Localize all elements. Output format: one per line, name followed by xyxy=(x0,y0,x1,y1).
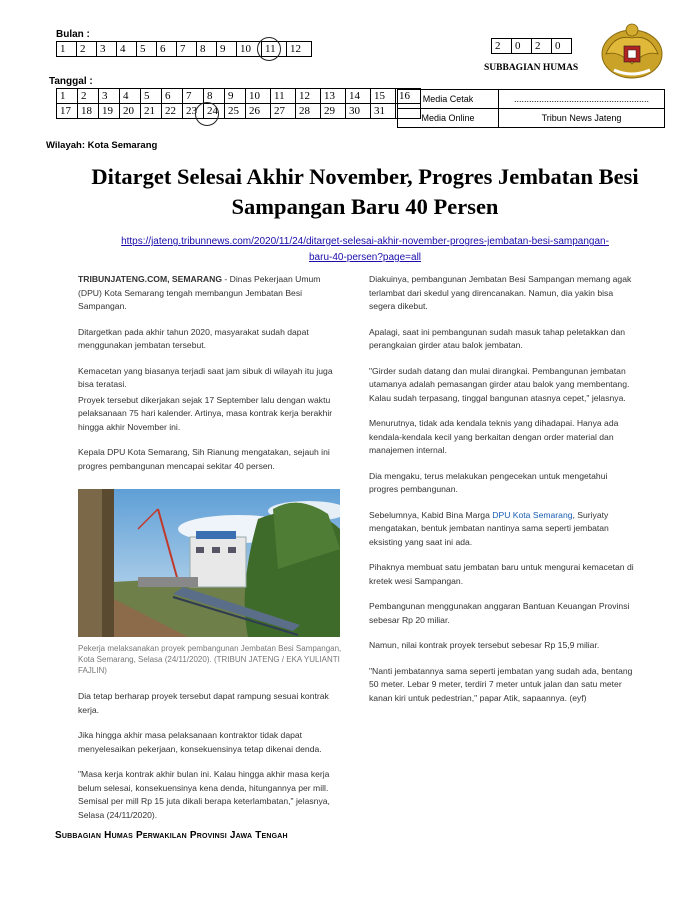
paragraph: Ditargetkan pada akhir tahun 2020, masyarakat sudah dapat menggunakan jembatan tersebut. xyxy=(78,326,309,350)
right-column xyxy=(369,273,637,717)
media-cetak-label: Media Cetak xyxy=(398,90,499,109)
article-title xyxy=(40,162,690,222)
day-cell: 13 xyxy=(321,89,346,104)
year-grid xyxy=(491,38,572,54)
dpu-link[interactable]: DPU Kota Semarang xyxy=(492,509,573,520)
media-online-label: Media Online xyxy=(398,109,499,128)
day-cell: 26 xyxy=(246,104,271,119)
bulan-label: Bulan : xyxy=(56,29,90,40)
month-cell: 8 xyxy=(197,42,217,57)
year-digit-cell: 0 xyxy=(552,39,572,54)
paragraph: Kepala DPU Kota Semarang, Sih Rianung mengatakan, sejauh ini progres pembangunan mencapai sekitar 40 persen. xyxy=(78,447,330,471)
month-cell: 11 xyxy=(262,42,287,57)
month-cell: 1 xyxy=(57,42,77,57)
month-cell: 2 xyxy=(77,42,97,57)
day-cell: 28 xyxy=(296,104,321,119)
paragraph: "Masa kerja kontrak akhir bulan ini. Kalau hingga akhir masa kerja belum selesai, konsekuensinya kena denda, hitungannya per mill. Semisal per mill Rp 15 juta dikali berapa keterlambatan," jelasnya, Selasa (24/11/2020). xyxy=(78,769,330,820)
media-cetak-value: ...................................................... xyxy=(499,90,665,109)
paragraph: Pembangunan menggunakan anggaran Bantuan Keuangan Provinsi sebesar Rp 20 miliar. xyxy=(369,601,630,625)
day-cell: 15 xyxy=(371,89,396,104)
dateline: TRIBUNJATENG.COM, SEMARANG xyxy=(78,274,223,284)
title-line-1: Ditarget Selesai Akhir November, Progres Jembatan Besi xyxy=(91,164,639,189)
url-line-1[interactable]: https://jateng.tribunnews.com/2020/11/24/ditarget-selesai-akhir-november-progres-jembatan-besi-sampangan- xyxy=(121,236,609,247)
paragraph: Proyek tersebut dikerjakan sejak 17 September lalu dengan waktu pelaksanaan 75 hari kalender. Artinya, masa kontrak kerja berakhir hingga akhir November ini. xyxy=(78,394,333,432)
paragraph: "Girder sudah datang dan mulai dirangkai. Pembangunan jembatan utamanya adalah pemasangan girder atau balok yang membentang. Kalau sudah terpasang, tinggal bangunan atasnya cepet," jelasnya. xyxy=(369,365,630,403)
day-cell: 10 xyxy=(246,89,271,104)
wilayah-label: Wilayah: Kota Semarang xyxy=(46,140,158,151)
year-digit-cell: 2 xyxy=(492,39,512,54)
day-cell: 6 xyxy=(162,89,183,104)
paragraph: Jika hingga akhir masa pelaksanaan kontraktor tidak dapat menyelesaikan pekerjaan, konsekuensinya tetap dikenai denda. xyxy=(78,730,322,754)
article-photo xyxy=(78,489,340,637)
day-cell: 1 xyxy=(57,89,78,104)
day-cell: 20 xyxy=(120,104,141,119)
media-table xyxy=(397,89,665,128)
department-label: SUBBAGIAN HUMAS xyxy=(484,63,579,73)
day-cell: 18 xyxy=(78,104,99,119)
paragraph: Apalagi, saat ini pembangunan sudah masuk tahap peletakkan dan perangkaian girder atau balok jembatan. xyxy=(369,326,626,350)
year-digit-cell: 0 xyxy=(512,39,532,54)
day-cell: 19 xyxy=(99,104,120,119)
garuda-emblem-icon xyxy=(600,20,664,80)
paragraph: "Nanti jembatannya sama seperti jembatan yang sudah ada, bentang 50 meter. Lebar 9 meter, terdiri 7 meter untuk jalan dan satu meter kanan kiri untuk pedestrian," papar Atik, sapaannya. (eyf) xyxy=(369,665,633,703)
paragraph: Menurutnya, tidak ada kendala teknis yang dihadapai. Hanya ada kendala-kendala kecil yang berkaitan dengan order material dan manajemen internal. xyxy=(369,418,619,455)
paragraph-text: - Dinas Pekerjaan Umum (DPU) Kota Semarang tengah membangun Jembatan Besi Sampangan. xyxy=(78,274,321,311)
day-grid xyxy=(56,88,421,119)
month-cell: 6 xyxy=(157,42,177,57)
day-cell: 27 xyxy=(271,104,296,119)
paragraph xyxy=(78,273,344,314)
title-line-2: Sampangan Baru 40 Persen xyxy=(231,194,499,219)
paragraph: Kemacetan yang biasanya terjadi saat jam sibuk di wilayah itu juga bisa teratasi. xyxy=(78,365,333,389)
month-cell: 5 xyxy=(137,42,157,57)
day-cell: 8 xyxy=(204,89,225,104)
day-cell: 29 xyxy=(321,104,346,119)
paragraph: Diakuinya, pembangunan Jembatan Besi Sampangan memang agak terlambat dari skedul yang direncanakan. Namun, dia yakin bisa segera dikebut. xyxy=(369,274,632,311)
paragraph-text: Sebelumnya, Kabid Bina Marga xyxy=(369,509,493,520)
footer-label: Subbagian Humas Perwakilan Provinsi Jawa Tengah xyxy=(55,830,288,841)
url-line-2[interactable]: baru-40-persen?page=all xyxy=(308,252,422,263)
day-cell: 9 xyxy=(225,89,246,104)
day-cell: 11 xyxy=(271,89,296,104)
day-cell: 2 xyxy=(78,89,99,104)
left-column xyxy=(78,273,344,834)
day-cell: 22 xyxy=(162,104,183,119)
month-cell: 7 xyxy=(177,42,197,57)
day-cell: 23 xyxy=(183,104,204,119)
month-cell: 9 xyxy=(217,42,237,57)
month-cell: 10 xyxy=(237,42,262,57)
day-cell: 3 xyxy=(99,89,120,104)
selected-month-circle xyxy=(257,37,281,61)
day-cell: 16 xyxy=(396,89,421,104)
day-cell: 31 xyxy=(371,104,396,119)
paragraph: Pihaknya membuat satu jembatan baru untuk mengurai kemacetan di kretek wesi Sampangan. xyxy=(369,562,634,586)
article-url[interactable] xyxy=(40,234,690,266)
day-cell: 24 xyxy=(204,104,225,119)
photo-caption: Pekerja melaksanakan proyek pembangunan Jembatan Besi Sampangan, Kota Semarang, Selasa (24/11/2020). (TRIBUN JATENG / EKA YULIANTI FAJLIN) xyxy=(78,644,342,675)
tanggal-label: Tanggal : xyxy=(49,76,93,87)
month-cell: 12 xyxy=(287,42,312,57)
selected-day-circle xyxy=(195,102,219,126)
media-online-value: Tribun News Jateng xyxy=(499,109,665,128)
paragraph: Namun, nilai kontrak proyek tersebut sebesar Rp 15,9 miliar. xyxy=(369,640,600,650)
day-cell: 17 xyxy=(57,104,78,119)
month-cell: 3 xyxy=(97,42,117,57)
day-cell: 4 xyxy=(120,89,141,104)
day-cell: 25 xyxy=(225,104,246,119)
day-cell: 7 xyxy=(183,89,204,104)
paragraph: Dia tetap berharap proyek tersebut dapat rampung sesuai kontrak kerja. xyxy=(78,691,329,715)
day-cell: 14 xyxy=(346,89,371,104)
paragraph-text: , Suriyaty mengatakan, bentuk jembatan nantinya sama seperti jembatan eksisting yang saat ini ada. xyxy=(369,509,609,547)
day-cell: 12 xyxy=(296,89,321,104)
paragraph: Dia mengaku, terus melakukan pengecekan untuk mengetahui progres pembangunan. xyxy=(369,470,608,494)
day-cell: 21 xyxy=(141,104,162,119)
paragraph xyxy=(369,509,637,550)
year-digit-cell: 2 xyxy=(532,39,552,54)
day-cell: 5 xyxy=(141,89,162,104)
day-cell: 30 xyxy=(346,104,371,119)
month-cell: 4 xyxy=(117,42,137,57)
